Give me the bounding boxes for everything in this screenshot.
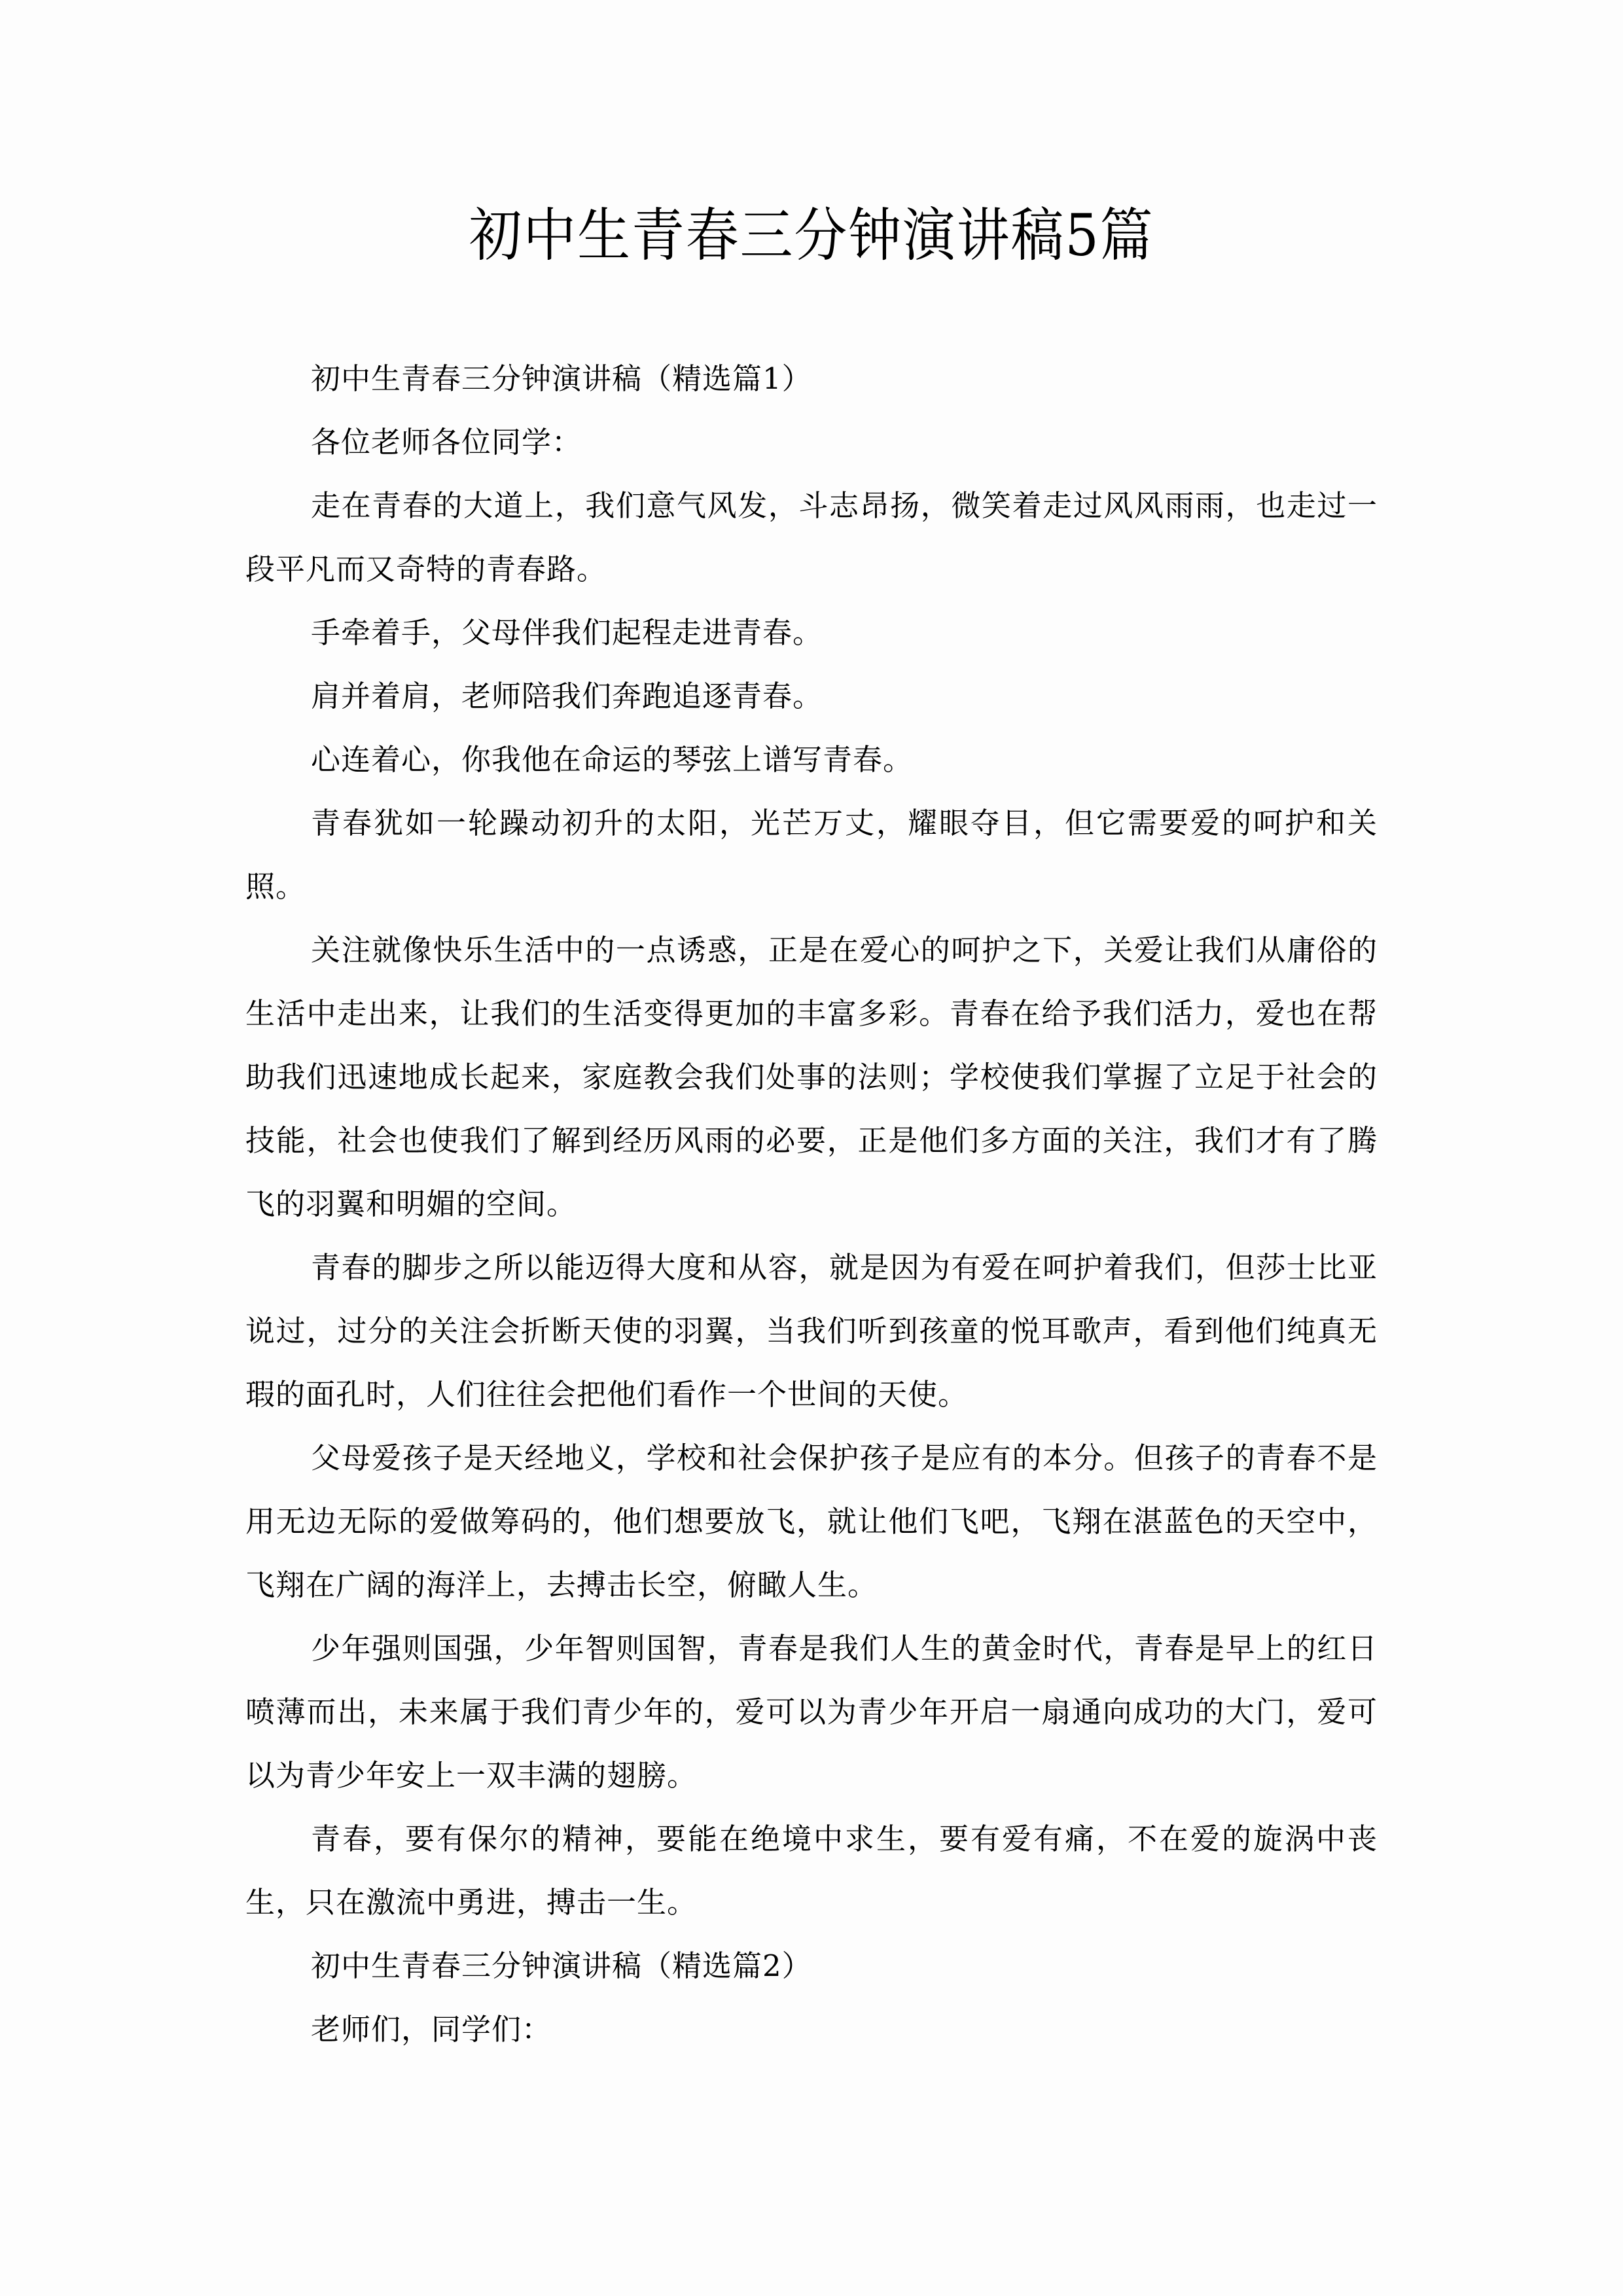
salutation-1: 各位老师各位同学： bbox=[311, 425, 582, 459]
paragraph: 父母爱孩子是天经地义，学校和社会保护孩子是应有的本分。但孩子的青春不是用无边无际的爱做筹码的，他们想要放飞，就让他们飞吧，飞翔在湛蓝色的天空中，飞翔在广阔的海洋上，去搏击长空，俯瞰人生。 bbox=[245, 1441, 1378, 1602]
paragraph: 走在青春的大道上，我们意气风发，斗志昂扬，微笑着走过风风雨雨，也走过一段平凡而又奇特的青春路。 bbox=[245, 488, 1378, 586]
paragraph: 青春犹如一轮躁动初升的太阳，光芒万丈，耀眼夺目，但它需要爱的呵护和关照。 bbox=[245, 806, 1378, 904]
paragraph: 青春的脚步之所以能迈得大度和从容，就是因为有爱在呵护着我们，但莎士比亚说过，过分的关注会折断天使的羽翼，当我们听到孩童的悦耳歌声，看到他们纯真无瑕的面孔时，人们往往会把他们看作一个世间的天使。 bbox=[245, 1250, 1378, 1412]
document-title: 初中生青春三分钟演讲稿5篇 bbox=[469, 202, 1154, 269]
paragraph: 少年强则国强，少年智则国智，青春是我们人生的黄金时代，青春是早上的红日喷薄而出，未来属于我们青少年的，爱可以为青少年开启一扇通向成功的大门，爱可以为青少年安上一双丰满的翅膀。 bbox=[245, 1631, 1378, 1793]
section-heading-1: 初中生青春三分钟演讲稿（精选篇1） bbox=[311, 361, 812, 396]
paragraph: 手牵着手，父母伴我们起程走进青春。 bbox=[311, 615, 823, 650]
salutation-2: 老师们，同学们： bbox=[311, 2012, 552, 2047]
paragraph: 青春，要有保尔的精神，要能在绝境中求生，要有爱有痛，不在爱的旋涡中丧生，只在激流中勇进，搏击一生。 bbox=[245, 1821, 1378, 1920]
paragraph: 关注就像快乐生活中的一点诱惑，正是在爱心的呵护之下，关爱让我们从庸俗的生活中走出来，让我们的生活变得更加的丰富多彩。青春在给予我们活力，爱也在帮助我们迅速地成长起来，家庭教会我们处事的法则；学校使我们掌握了立足于社会的技能，社会也使我们了解到经历风雨的必要，正是他们多方面的关注，我们才有了腾飞的羽翼和明媚的空间。 bbox=[245, 933, 1378, 1221]
paragraph: 心连着心，你我他在命运的琴弦上谱写青春。 bbox=[311, 742, 914, 777]
section-heading-2: 初中生青春三分钟演讲稿（精选篇2） bbox=[311, 1948, 812, 1983]
document-body bbox=[245, 347, 1378, 2061]
paragraph: 肩并着肩，老师陪我们奔跑追逐青春。 bbox=[311, 679, 823, 713]
